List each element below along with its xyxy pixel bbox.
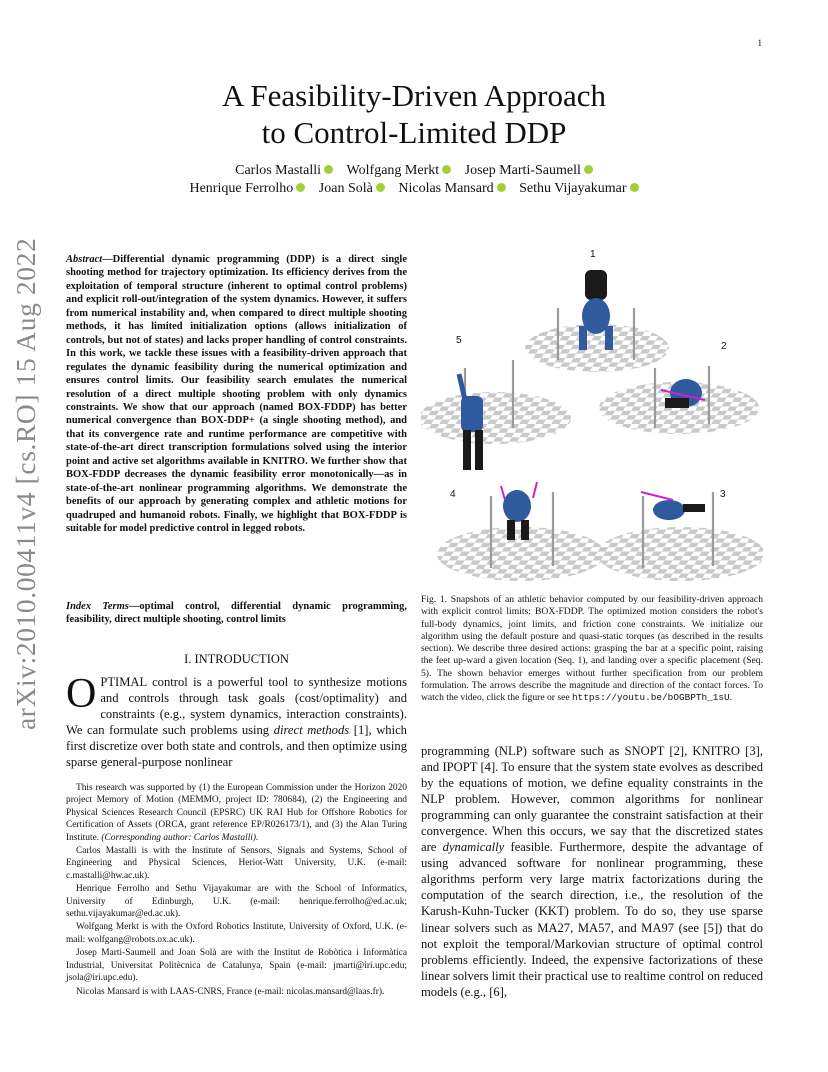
figure-label-3: 3: [720, 489, 726, 500]
author: Nicolas Mansard: [398, 181, 505, 196]
index-terms-lead: Index Terms: [66, 601, 129, 612]
author: Henrique Ferrolho: [189, 181, 305, 196]
paper-title: [100, 77, 728, 151]
footnote: Carlos Mastalli is with the Institute of Sensors, Signals and Systems, School of Engineering and Physical Sciences, Heriot-Watt University, U.K. (e-mail: c.mastalli@hw.ac.uk).: [66, 846, 407, 881]
right-column-text: programming (NLP) software such as SNOPT [2], KNITRO [3], and IPOPT [4]. To ensure that the system state evolves as described by the equations of motion, we define equality constraints in the NLP problem. However, common algorithms for nonlinear programming can only guarantee the constraint satisfaction at their convergence. When this occurs, we say that the discretized states are dynamically feasible. Furthermore, despite the advantage of using advanced software for nonlinear programming, these algorithms perform very large matrix factorizations during the computation of the search direction, i.e., the resolution of the Karush-Kuhn-Tucker (KKT) problem. To do so, they use sparse linear solvers such as MA27, MA57, and MA97 (see [5]) that do not exploit the temporal/Markovian structure of optimal control problems efficiently. Indeed, the expensive factorizations of these linear solvers limit their practical use to realtime control on reduced models (e.g., [6],: [421, 744, 764, 999]
orcid-icon[interactable]: [630, 183, 639, 192]
orcid-icon[interactable]: [376, 183, 385, 192]
author: Sethu Vijayakumar: [519, 181, 638, 196]
footnote: Henrique Ferrolho and Sethu Vijayakumar are with the School of Informatics, University of Edinburgh, U.K. (e-mail: henrique.ferrolho@ed.ac.uk; sethu.vijayakumar@ed.ac.uk).: [66, 884, 407, 920]
orcid-icon[interactable]: [497, 183, 506, 192]
abstract: [66, 253, 407, 536]
intro-paragraph: OPTIMAL control is a powerful tool to synthesize motions and controls through task goals (cost/optimality) and constraints (e.g., system dynamics, interaction constraints). We can formulate such problems using direct methods [1], which first discretize over both state and controls, and then optimize using sparse general-purpose nonlinear: [66, 671, 407, 770]
page-number: 1: [757, 38, 762, 48]
robot-pose-3: [641, 492, 705, 520]
author-row-1: [80, 161, 748, 180]
footnote: This research was supported by (1) the European Commission under the Horizon 2020 project Memory of Motion (MEMMO, project ID: 780684), (2) the Engineering and Physical Sciences Research Council (EPSRC) UK RAI Hub for Offshore Robotics for Certification of Assets (ORCA, grant reference EP/R026173/1), and (3) the Alan Turing Institute. (Corresponding author: Carlos Mastalli).: [66, 783, 407, 843]
footnote: Josep Marti-Saumell and Joan Solà are with the Institut de Robòtica i Informàtica Industrial, Universitat Politècnica de Catalunya, Spain (e-mail: jmarti@iri.upc.edu; jsola@iri.upc.edu).: [66, 948, 407, 984]
drop-cap: O: [66, 671, 97, 717]
figure-caption: Fig. 1. Snapshots of an athletic behavior computed by our feasibility-driven approach with explicit control limits: BOX-FDDP. The optimized motion considers the robot's full-body dynamics, joint limits, and friction cone constraints. We initialize our algorithm using the default posture and quasi-static torques (as described in the results section). We describe three desired actions: grasping the bar at a specific point, raising the feet up-ward a given location (Seq. 1), and landing over a specific placement (Seq. 5). The shown behavior emerges without further specification from our problem formulation. The arrows describe the magnitude and direction of the contact forces. To watch the video, click the figure or see https://youtu.be/bOGBPTh_1sU.: [421, 594, 763, 704]
author: Carlos Mastalli: [235, 163, 333, 178]
index-terms: [66, 600, 407, 627]
orcid-icon[interactable]: [324, 165, 333, 174]
figure-label-1: 1: [590, 249, 596, 260]
section-heading: I. INTRODUCTION: [184, 652, 289, 666]
orcid-icon[interactable]: [296, 183, 305, 192]
robot-snapshots-figure[interactable]: [421, 248, 763, 583]
footnotes: [66, 782, 407, 999]
video-link[interactable]: https://youtu.be/bOGBPTh_1sU: [572, 692, 730, 704]
robot-pose-5: [459, 374, 483, 470]
index-terms-text: —optimal control, differential dynamic programming, feasibility, direct multiple shooting, control limits: [66, 601, 407, 626]
orcid-icon[interactable]: [442, 165, 451, 174]
floor-checkerboards: [421, 324, 763, 581]
title-line-1: A Feasibility-Driven Approach: [222, 78, 606, 113]
figure-label-5: 5: [456, 335, 462, 346]
author: Josep Marti-Saumell: [465, 163, 593, 178]
abstract-text: —Differential dynamic programming (DDP) is a direct single shooting method for trajectory optimization. Its efficiency derives from the exploitation of temporal structure (inherent to optimal control problems) and explicit roll-out/integration of the system dynamics. However, it suffers from numerical instability and, when compared to direct multiple shooting methods, it has limited initialization options (allows initialization of controls, but not of states) and lacks proper handling of control constraints. In this work, we tackle these issues with a feasibility-driven approach that regulates the dynamic feasibility during the numerical optimization and ensures control limits. Our feasibility search emulates the numerical resolution of a direct multiple shooting problem with only dynamics constraints. We show that our approach (named BOX-FDDP) has better numerical convergence than BOX-DDP+ (a single shooting method), and that its convergence rate and runtime performance are competitive with state-of-the-art direct transcription formulations solved using the interior point and active set algorithms available in KNITRO. We further show that BOX-FDDP decreases the dynamic feasibility error monotonically—as in state-of-the-art nonlinear programming algorithms. We demonstrate the benefits of our approach by generating complex and athletic motions for quadruped and humanoid robots. Finally, we highlight that BOX-FDDP is suitable for model predictive control in legged robots.: [66, 254, 407, 535]
author: Joan Solà: [319, 181, 385, 196]
abstract-lead: Abstract: [66, 254, 103, 265]
arxiv-identifier[interactable]: arXiv:2010.00411v4 [cs.RO] 15 Aug 2022: [10, 237, 41, 730]
orcid-icon[interactable]: [584, 165, 593, 174]
footnote: Wolfgang Merkt is with the Oxford Robotics Institute, University of Oxford, U.K. (e-mail: wolfgang@robots.ox.ac.uk).: [66, 922, 407, 945]
author-row-2: [80, 179, 748, 198]
title-line-2: to Control-Limited DDP: [261, 115, 567, 150]
figure-label-2: 2: [721, 341, 727, 352]
author: Wolfgang Merkt: [347, 163, 452, 178]
footnote: Nicolas Mansard is with LAAS-CNRS, France (e-mail: nicolas.mansard@laas.fr).: [76, 986, 385, 997]
figure-label-4: 4: [450, 489, 456, 500]
